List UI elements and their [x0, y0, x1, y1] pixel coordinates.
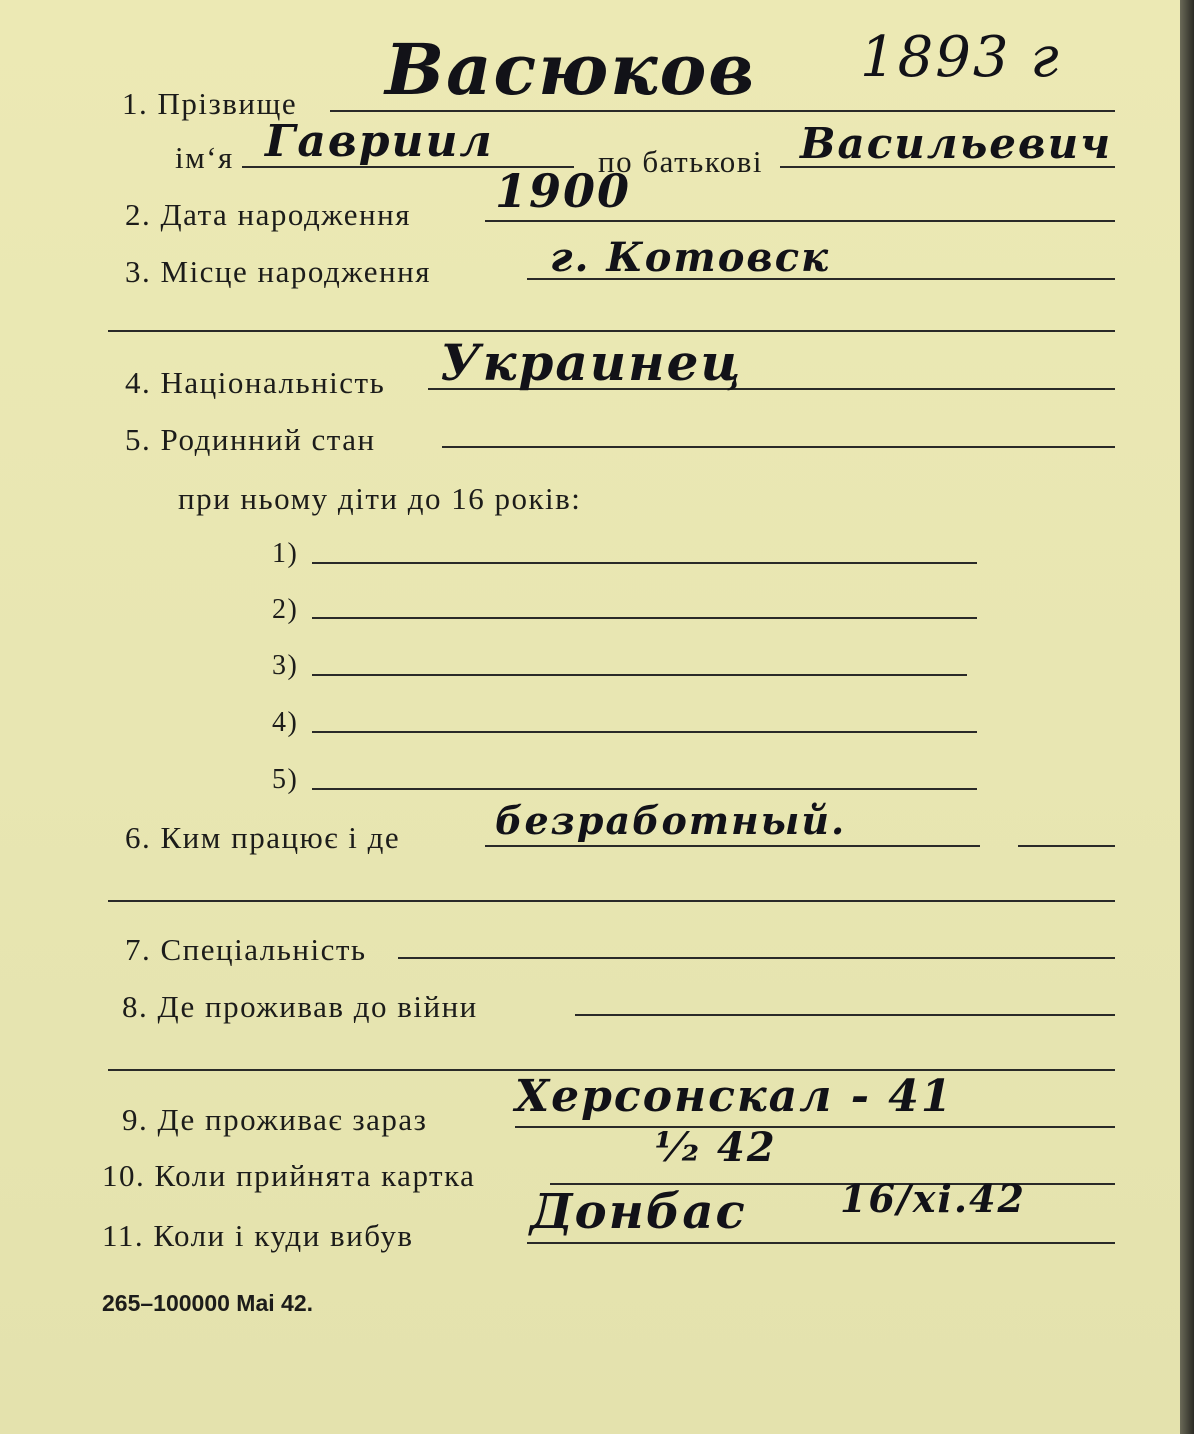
- child-1-line: [312, 562, 977, 564]
- departure-place-handwritten: Донбас: [530, 1184, 747, 1240]
- current-residence-handwritten: Херсонскал - 41: [515, 1071, 954, 1122]
- birth-date-label: 2. Дата народження: [125, 197, 411, 232]
- prewar-residence-line: [575, 1014, 1115, 1016]
- work-extra-line: [108, 900, 1115, 902]
- marital-status-label: 5. Родинний стан: [125, 422, 376, 457]
- child-3-label: 3): [272, 650, 299, 681]
- print-run-footer: 265–100000 Mai 42.: [102, 1290, 314, 1316]
- child-4-label: 4): [272, 707, 299, 738]
- name-handwritten: Гавриил: [265, 116, 494, 167]
- surname-label: 1. Прізвище: [122, 86, 298, 121]
- birth-place-handwritten: г. Котовск: [550, 234, 831, 281]
- card-edge-shadow: [1180, 0, 1194, 1434]
- nationality-handwritten: Украинец: [440, 333, 743, 392]
- child-2-label: 2): [272, 594, 299, 625]
- marital-status-line: [442, 446, 1115, 448]
- child-5-line: [312, 788, 977, 790]
- child-4-line: [312, 731, 977, 733]
- card-date-label: 10. Коли прийнята картка: [102, 1158, 476, 1193]
- specialty-line: [398, 957, 1115, 959]
- departure-line: [527, 1242, 1115, 1244]
- current-residence-label: 9. Де проживає зараз: [122, 1102, 428, 1137]
- departure-label: 11. Коли і куди вибув: [102, 1218, 414, 1253]
- work-label: 6. Ким працює і де: [125, 820, 401, 855]
- prewar-residence-label: 8. Де проживав до війни: [122, 989, 478, 1024]
- card-date-handwritten: ⅟₂ 42: [655, 1124, 777, 1171]
- work-handwritten: безработный.: [495, 798, 847, 843]
- child-5-label: 5): [272, 764, 299, 795]
- birth-date-handwritten: 1900: [495, 164, 632, 218]
- departure-date-handwritten: 16/xi.42: [840, 1176, 1026, 1221]
- patronymic-label: по батькові: [598, 144, 763, 179]
- work-line-end: [1018, 845, 1115, 847]
- birth-place-label: 3. Місце народження: [125, 254, 431, 289]
- birth-place-extra-line: [108, 330, 1115, 332]
- current-residence-line: [515, 1126, 1115, 1128]
- child-1-label: 1): [272, 538, 299, 569]
- surname-handwritten: Васюков: [385, 28, 757, 111]
- children-label: при ньому діти до 16 років:: [178, 481, 582, 516]
- birth-date-line: [485, 220, 1115, 222]
- child-2-line: [312, 617, 977, 619]
- birth-year-correction-handwritten: 1893 г: [860, 25, 1061, 90]
- name-label: ім‘я: [175, 140, 234, 175]
- work-line: [485, 845, 980, 847]
- child-3-line: [312, 674, 967, 676]
- patronymic-handwritten: Васильевич: [800, 119, 1113, 168]
- specialty-label: 7. Спеціальність: [125, 932, 367, 967]
- nationality-label: 4. Національність: [125, 365, 386, 400]
